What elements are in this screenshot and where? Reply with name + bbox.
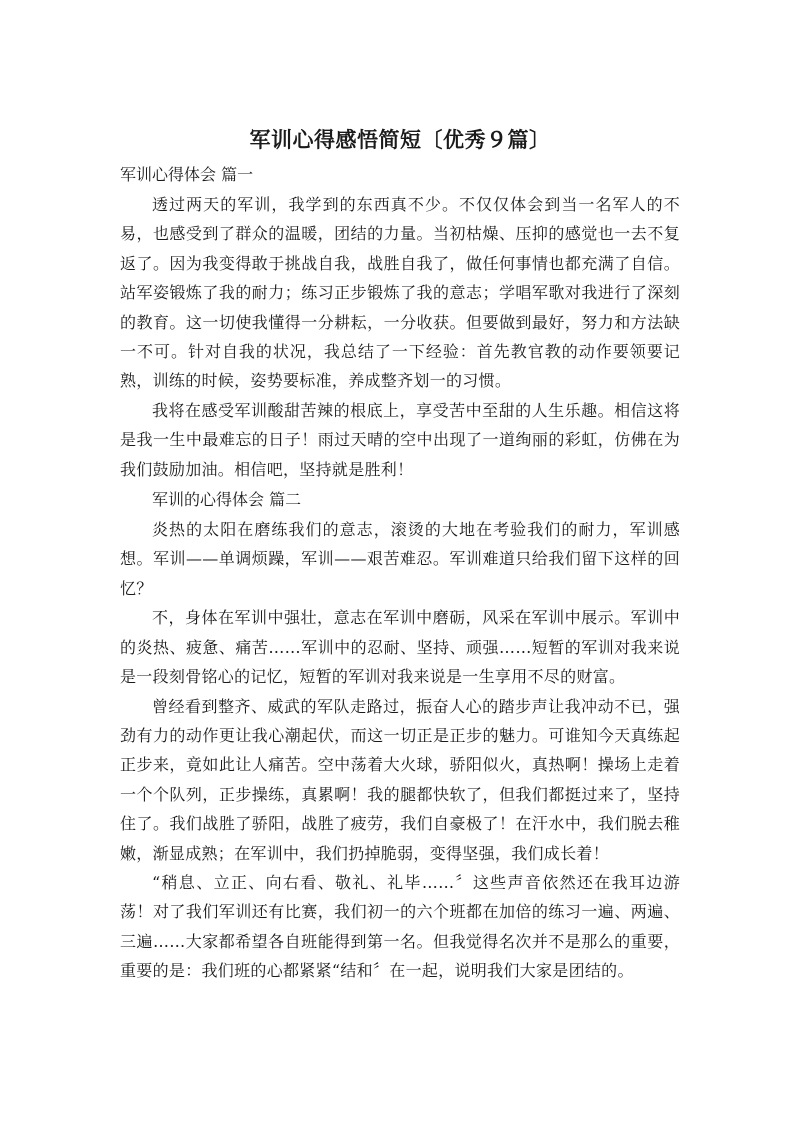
paragraph: 我将在感受军训酸甜苦辣的根底上，享受苦中至甜的人生乐趣。相信这将是我一生中最难忘的日子！雨过天晴的空中出现了一道绚丽的彩虹，仿佛在为我们鼓励加油。相信吧，坚持就是胜利！	[120, 400, 680, 479]
paragraph: “稍息、立正、向右看、敬礼、礼毕……〞这些声音依然还在我耳边游荡！对了我们军训还有比赛，我们初一的六个班都在加倍的练习一遍、两遍、三遍……大家都希望各自班能得到第一名。但我觉得名次并不是那么的重要，重要的是：我们班的心都紧紧“结和〞在一起，说明我们大家是团结的。	[120, 872, 680, 981]
paragraph: 不，身体在军训中强壮，意志在军训中磨砺，风采在军训中展示。军训中的炎热、疲惫、痛苦……军训中的忍耐、坚持、顽强……短暂的军训对我来说是一段刻骨铭心的记忆，短暂的军训对我来说是一生享用不尽的财富。	[120, 608, 680, 687]
document-title: 军训心得感悟简短〔优秀９篇〕	[249, 128, 551, 152]
section-heading-1: 军训心得体会 篇一	[120, 165, 254, 184]
paragraph: 透过两天的军训，我学到的东西真不少。不仅仅体会到当一名军人的不易，也感受到了群众的温暖，团结的力量。当初枯燥、压抑的感觉也一去不复返了。因为我变得敢于挑战自我，战胜自我了，做任何事情也都充满了自信。站军姿锻炼了我的耐力；练习正步锻炼了我的意志；学唱军歌对我进行了深刻的教育。这一切使我懂得一分耕耘，一分收获。但要做到最好，努力和方法缺一不可。针对自我的状况，我总结了一下经验：首先教官教的动作要领要记熟，训练的时候，姿势要标准，养成整齐划一的习惯。	[120, 195, 680, 391]
document-body	[120, 159, 680, 986]
section-heading-2: 军训的心得体会 篇二	[152, 490, 302, 510]
paragraph: 曾经看到整齐、威武的军队走路过，振奋人心的踏步声让我冲动不已，强劲有力的动作更让我心潮起伏，而这一切正是正步的魅力。可谁知今天真练起正步来，竟如此让人痛苦。空中荡着大火球，骄阳似火，真热啊！操场上走着一个个队列，正步操练，真累啊！我的腿都快软了，但我们都挺过来了，坚持住了。我们战胜了骄阳，战胜了疲劳，我们自豪极了！在汗水中，我们脱去稚嫩，渐显成熟；在军训中，我们扔掉脆弱，变得坚强，我们成长着！	[120, 696, 680, 863]
paragraph: 炎热的太阳在磨练我们的意志，滚烫的大地在考验我们的耐力，军训感想。军训——单调烦躁，军训——艰苦难忍。军训难道只给我们留下这样的回忆？	[120, 520, 680, 598]
